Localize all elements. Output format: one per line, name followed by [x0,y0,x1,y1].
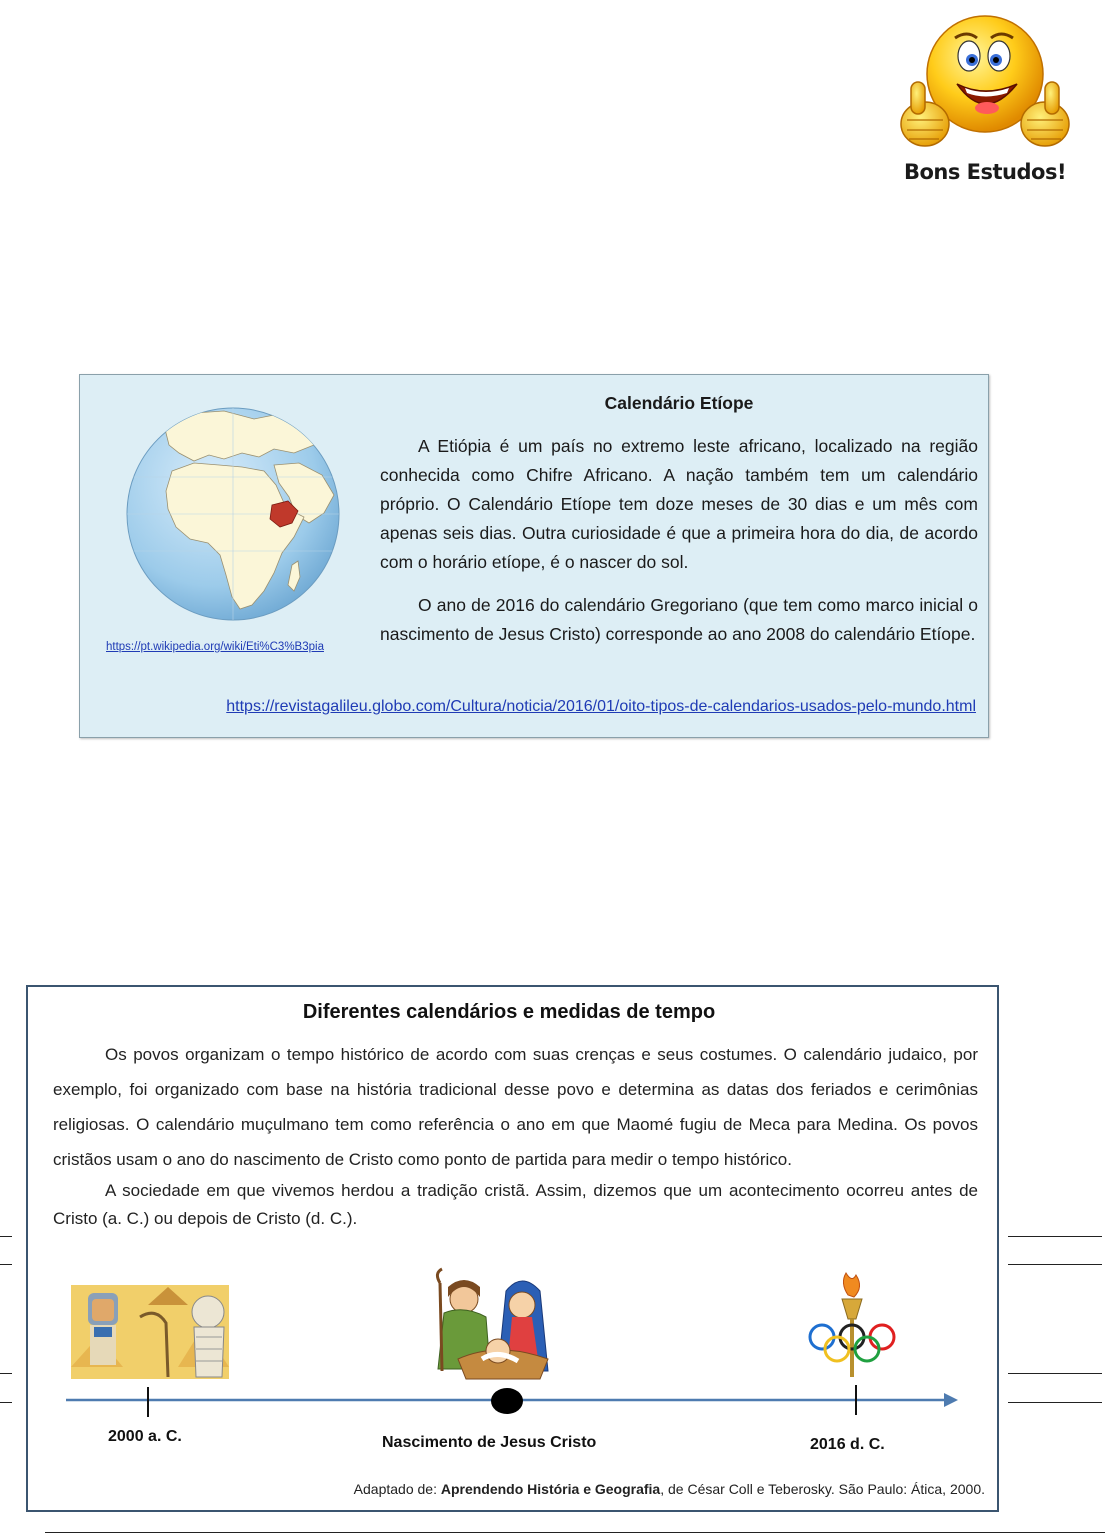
smiley-thumbs-up-icon [895,12,1075,162]
rule-line [1008,1373,1102,1374]
timeline-arrowhead [944,1393,958,1407]
calendars-paragraph-2: A sociedade em que vivemos herdou a tradição cristã. Assim, dizemos que um acontecimento ocorreu antes de Cristo (a. C.) ou depois de Cristo (d. C.). [53,1181,978,1228]
ethiopian-calendar-box [79,374,989,738]
rule-line [1008,1402,1102,1403]
rule-line [0,1402,12,1403]
credit-suffix: , de César Coll e Teberosky. São Paulo: Ática, 2000. [660,1481,985,1497]
olympic-torch-rings-illustration [810,1273,894,1377]
label-birth-of-christ: Nascimento de Jesus Cristo [382,1434,597,1451]
ancient-egypt-illustration [71,1285,229,1379]
credit-book-title: Aprendendo História e Geografia [440,1481,661,1497]
bottom-rule [45,1532,1105,1533]
galileu-source-link[interactable]: https://revistagalileu.globo.com/Cultura/noticia/2016/01/oito-tipos-de-calendarios-usados-pelo-mundo.html [226,698,976,715]
label-2000-bc: 2000 a. C. [108,1428,182,1445]
calendars-paragraph-1: Os povos organizam o tempo histórico de acordo com suas crenças e seus costumes. O calendário judaico, por exemplo, foi organizado com base na história tradicional desse povo e determina as datas dos feriados e cerimônias religiosas. O calendário muçulmano tem como referência o ano em que Maomé fugiu de Meca para Medina. Os povos cristãos usam o ano do nascimento de Cristo como ponto de partida para medir o tempo histórico. [53,1045,978,1169]
credit-prefix: Adaptado de: [353,1481,441,1497]
rule-line [0,1264,12,1265]
sticker-caption: Bons Estudos! [903,160,1067,184]
rule-line [1008,1236,1102,1237]
label-2016-ad: 2016 d. C. [810,1436,885,1453]
rule-line [0,1236,12,1237]
source-credit [354,1481,985,1497]
calendars-title: Diferentes calendários e medidas de tempo [302,1001,716,1023]
different-calendars-box [26,985,999,1512]
ethiopia-paragraph-2: O ano de 2016 do calendário Gregoriano (que tem como marco inicial o nascimento de Jesus Cristo) corresponde ao ano 2008 do calendário Etíope. [380,595,978,644]
rule-line [0,1373,12,1374]
globe-africa-map [124,405,342,623]
birth-of-christ-dot [491,1388,523,1414]
ethiopian-calendar-title: Calendário Etíope [604,393,754,413]
bons-estudos-sticker [895,12,1075,187]
nativity-illustration [437,1269,548,1379]
rule-line [1008,1264,1102,1265]
wikipedia-ethiopia-link[interactable]: https://pt.wikipedia.org/wiki/Eti%C3%B3pia [106,641,324,653]
ethiopia-paragraph-1: A Etiópia é um país no extremo leste africano, localizado na região conhecida como Chifre Africano. A nação também tem um calendário próprio. O Calendário Etíope tem doze meses de 30 dias e um mês com apenas seis dias. Outra curiosidade é que a primeira hora do dia, de acordo com o horário etíope, é o nascer do sol. [380,436,978,572]
ethiopian-calendar-text [380,389,978,663]
